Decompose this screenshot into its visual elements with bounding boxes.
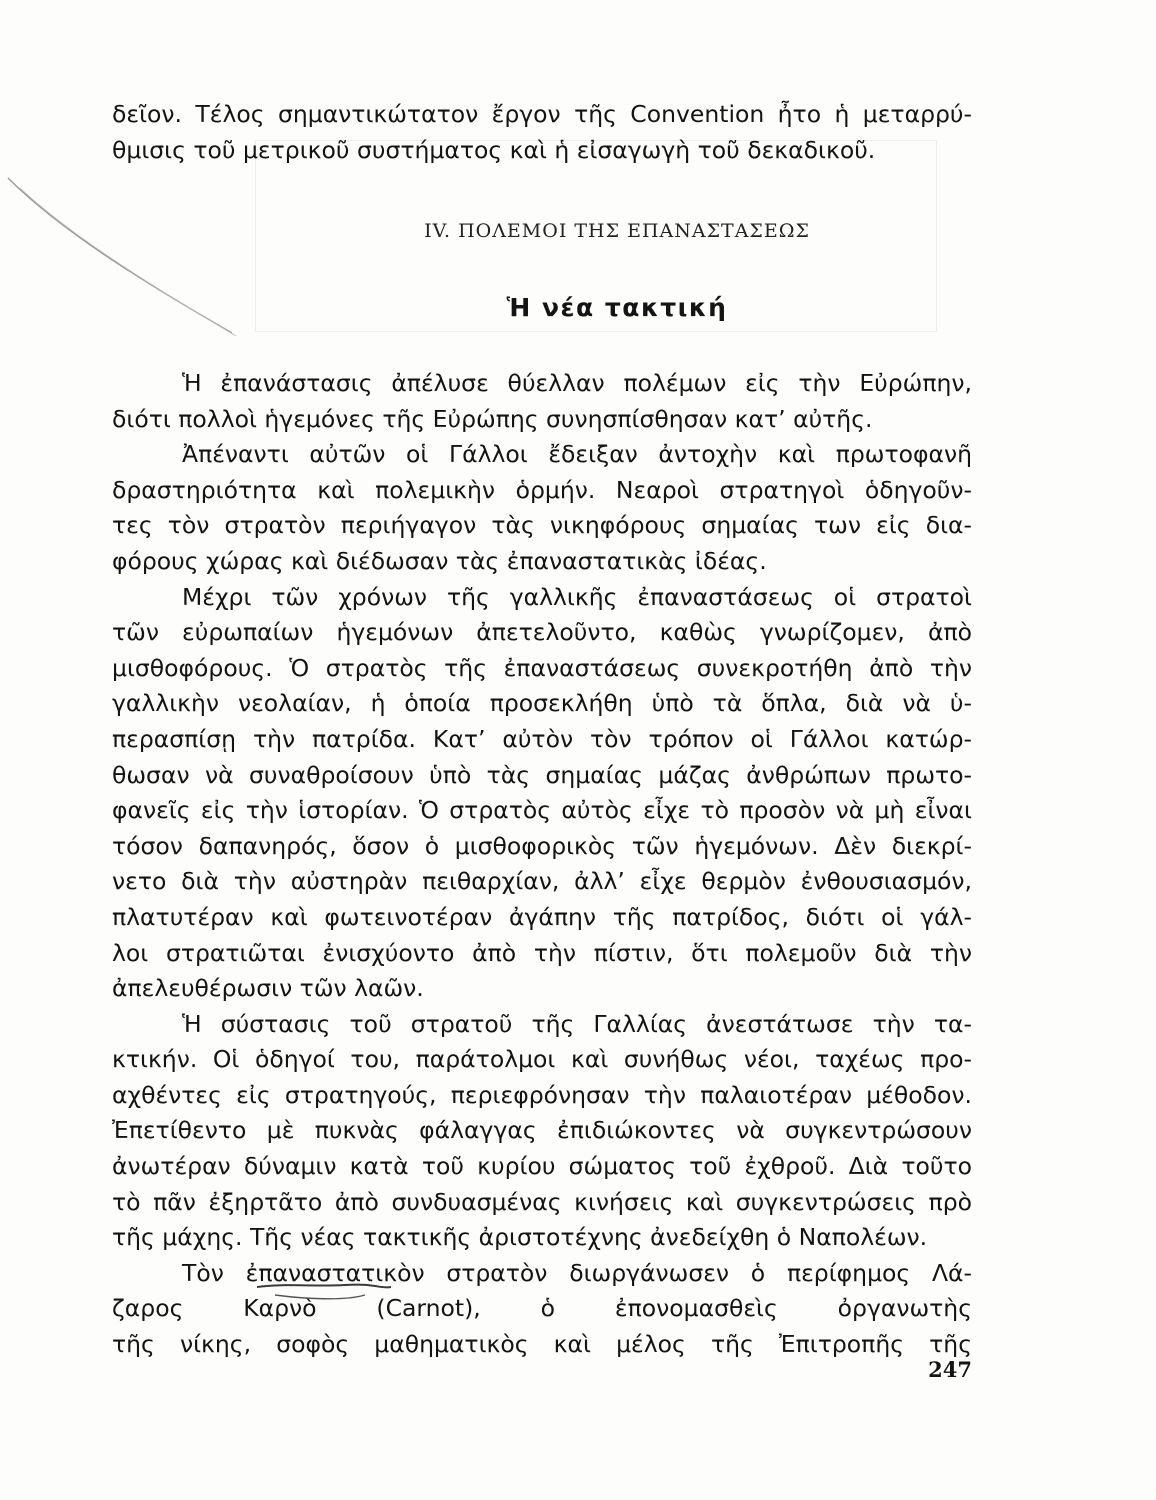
section-heading: IV. ΠΟΛΕΜΟΙ ΤΗΣ ΕΠΑΝΑΣΤΑΣΕΩΣ	[424, 220, 810, 242]
text-line: τῆς μάχης. Τῆς νέας τακτικῆς ἀριστοτέχνης ἀνεδείχθη ὁ Ναπολέων.	[112, 1223, 928, 1252]
sub-heading: Ἡ νέα τακτική	[506, 293, 728, 322]
text-line: φόρους χώρας καὶ διέδωσαν τὰς ἐπαναστατικὰς ἰδέας.	[112, 546, 767, 575]
text-line: δραστηριότητα καὶ πολεμικὴν ὁρμήν. Νεαροὶ στρατηγοὶ ὁδηγοῦν-	[112, 475, 972, 504]
text-line: Ἀπέναντι αὐτῶν οἱ Γάλλοι ἔδειξαν ἀντοχὴν καὶ πρωτοφανῆ	[182, 440, 972, 469]
text-line: λοι στρατιῶται ἐνισχύοντο ἀπὸ τὴν πίστιν, ὅτι πολεμοῦν διὰ τὴν	[112, 938, 972, 967]
text-line: κτικήν. Οἱ ὁδηγοί του, παράτολμοι καὶ συνήθως νέοι, ταχέως προ-	[112, 1045, 972, 1074]
text-line: δεῖον. Τέλος σημαντικώτατον ἔργον τῆς Convention ἦτο ἡ μεταρρύ-	[112, 100, 972, 128]
text-line: αχθέντες εἰς στρατηγούς, περιεφρόνησαν τὴν παλαιοτέραν μέθοδον.	[112, 1080, 972, 1109]
text-line: Ἐπετίθεντο μὲ πυκνὰς φάλαγγας ἐπιδιώκοντες νὰ συγκεντρώσουν	[112, 1116, 972, 1145]
text-line: γαλλικὴν νεολαίαν, ἡ ὁποία προσεκλήθη ὑπὸ τὰ ὅπλα, διὰ νὰ ὑ-	[112, 689, 972, 718]
text-line: μισθοφόρους. Ὁ στρατὸς τῆς ἐπαναστάσεως συνεκροτήθη ἀπὸ τὴν	[112, 653, 972, 682]
text-line: Τὸν ἐπαναστατικὸν στρατὸν διωργάνωσεν ὁ περίφημος Λά-	[182, 1258, 972, 1287]
text-line: Μέχρι τῶν χρόνων τῆς γαλλικῆς ἐπαναστάσεως οἱ στρατοὶ	[182, 582, 972, 611]
body-text	[112, 366, 972, 1363]
continuation-text	[112, 97, 972, 168]
text-line: Ἡ σύστασις τοῦ στρατοῦ τῆς Γαλλίας ἀνεστάτωσε τὴν τα-	[182, 1009, 972, 1038]
text-line: τῶν εὐρωπαίων ἡγεμόνων ἀπετελοῦντο, καθὼς γνωρίζομεν, ἀπὸ	[112, 618, 972, 647]
pencil-underline	[255, 1275, 395, 1305]
text-line: θμισις τοῦ μετρικοῦ συστήματος καὶ ἡ εἰσαγωγὴ τοῦ δεκαδικοῦ.	[112, 135, 876, 164]
text-line: διότι πολλοὶ ἡγεμόνες τῆς Εὐρώπης συνησπίσθησαν κατ’ αὐτῆς.	[112, 404, 873, 433]
text-line: νετο διὰ τὴν αὐστηρὰν πειθαρχίαν, ἀλλ’ εἶχε θερμὸν ἐνθουσιασμόν,	[112, 867, 972, 896]
page-number: 247	[928, 1357, 972, 1382]
text-line: Ἡ ἐπανάστασις ἀπέλυσε θύελλαν πολέμων εἰς τὴν Εὐρώπην,	[182, 369, 972, 397]
text-line: ζαρος Καρνὸ (Carnot), ὁ ἐπονομασθεὶς ὀργανωτὴς	[112, 1294, 972, 1323]
text-line: τόσον δαπανηρός, ὅσον ὁ μισθοφορικὸς τῶν ἡγεμόνων. Δὲν διεκρί-	[112, 831, 972, 860]
text-line: φανεῖς εἰς τὴν ἱστορίαν. Ὁ στρατὸς αὐτὸς εἶχε τὸ προσὸν νὰ μὴ εἶναι	[112, 796, 972, 825]
text-line: πλατυτέραν καὶ φωτεινοτέραν ἀγάπην τῆς πατρίδος, διότι οἱ γάλ-	[112, 902, 972, 931]
text-line: περασπίσῃ τὴν πατρίδα. Κατ’ αὐτὸν τὸν τρόπον οἱ Γάλλοι κατώρ-	[112, 724, 972, 753]
text-line: τῆς νίκης, σοφὸς μαθηματικὸς καὶ μέλος τῆς Ἐπιτροπῆς τῆς	[112, 1330, 972, 1359]
text-line: θωσαν νὰ συναθροίσουν ὑπὸ τὰς σημαίας μάζας ἀνθρώπων πρωτο-	[112, 760, 972, 789]
text-line: ἀπελευθέρωσιν τῶν λαῶν.	[112, 974, 424, 1003]
text-line: τὸ πᾶν ἐξηρτᾶτο ἀπὸ συνδυασμένας κινήσεις καὶ συγκεντρώσεις πρὸ	[112, 1187, 972, 1216]
text-line: τες τὸν στρατὸν περιήγαγον τὰς νικηφόρους σημαίας των εἰς δια-	[112, 511, 972, 540]
text-line: ἀνωτέραν δύναμιν κατὰ τοῦ κυρίου σώματος τοῦ ἐχθροῦ. Διὰ τοῦτο	[112, 1152, 972, 1181]
